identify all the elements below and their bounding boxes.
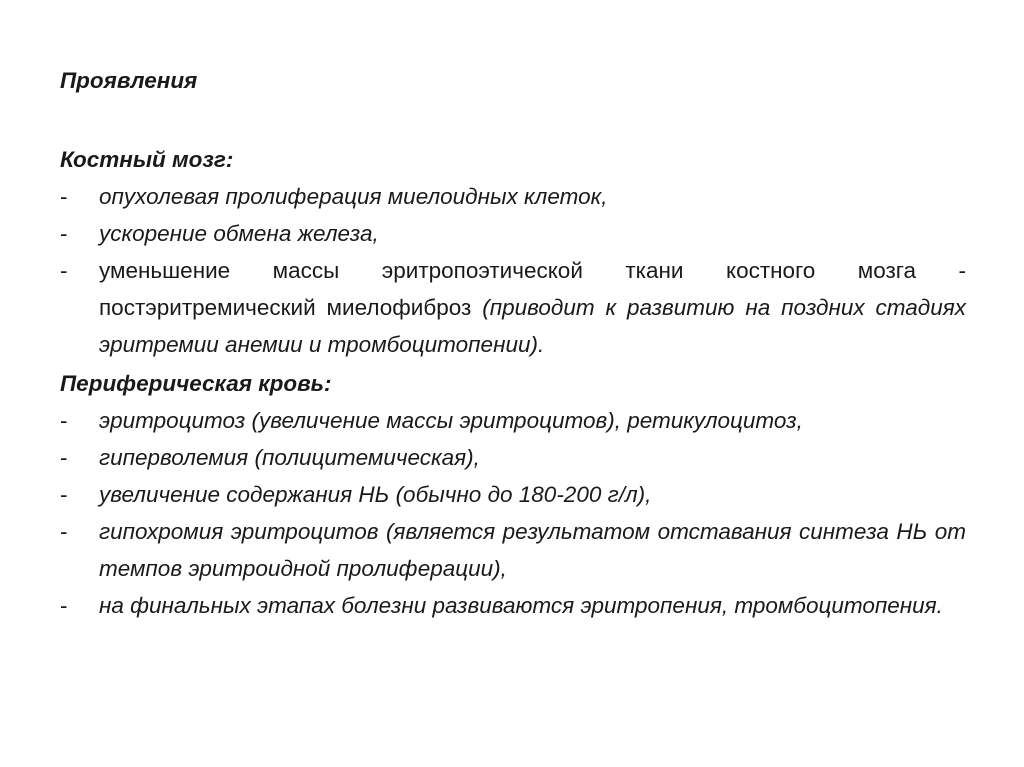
list-item <box>60 513 966 587</box>
section-heading-peripheral-blood: Периферическая кровь: <box>60 371 332 396</box>
section-heading-bone-marrow: Костный мозг: <box>60 147 234 172</box>
list-dash: - <box>60 445 68 470</box>
bone-marrow-list <box>60 178 966 363</box>
list-item-text: на финальных этапах болезни развиваются эритропения, тромбоцитопения. <box>99 593 943 618</box>
peripheral-blood-list <box>60 402 966 624</box>
list-dash: - <box>60 519 68 544</box>
list-item <box>60 178 966 215</box>
list-item-text: опухолевая пролиферация миелоидных клеток, <box>99 184 608 209</box>
list-dash: - <box>60 408 68 433</box>
list-item-text: гиперволемия (полицитемическая), <box>99 445 480 470</box>
list-item-note: (приводит к развитию на поздних стадиях эритремии анемии и тромбоцитопении). <box>99 295 966 357</box>
slide-title: Проявления <box>60 68 198 93</box>
list-item-text: гипохромия эритроцитов (является результатом отставания синтеза НЬ от темпов эритроидной пролиферации), <box>99 519 966 581</box>
list-item <box>60 476 966 513</box>
list-dash: - <box>60 258 68 283</box>
list-dash: - <box>60 221 68 246</box>
list-item <box>60 252 966 363</box>
list-item <box>60 439 966 476</box>
list-item-text: ускорение обмена железа, <box>99 221 379 246</box>
list-dash: - <box>60 184 68 209</box>
list-item-text: эритроцитоз (увеличение массы эритроцитов), ретикулоцитоз, <box>99 408 803 433</box>
list-item <box>60 215 966 252</box>
list-dash: - <box>60 593 68 618</box>
list-dash: - <box>60 482 68 507</box>
list-item-text: увеличение содержания НЬ (обычно до 180-200 г/л), <box>99 482 652 507</box>
list-item-text: уменьшение массы эритропоэтической ткани костного мозга - постэритремический миелофиброз <box>99 258 966 320</box>
slide-content <box>60 62 966 626</box>
list-item <box>60 587 966 624</box>
list-item <box>60 402 966 439</box>
